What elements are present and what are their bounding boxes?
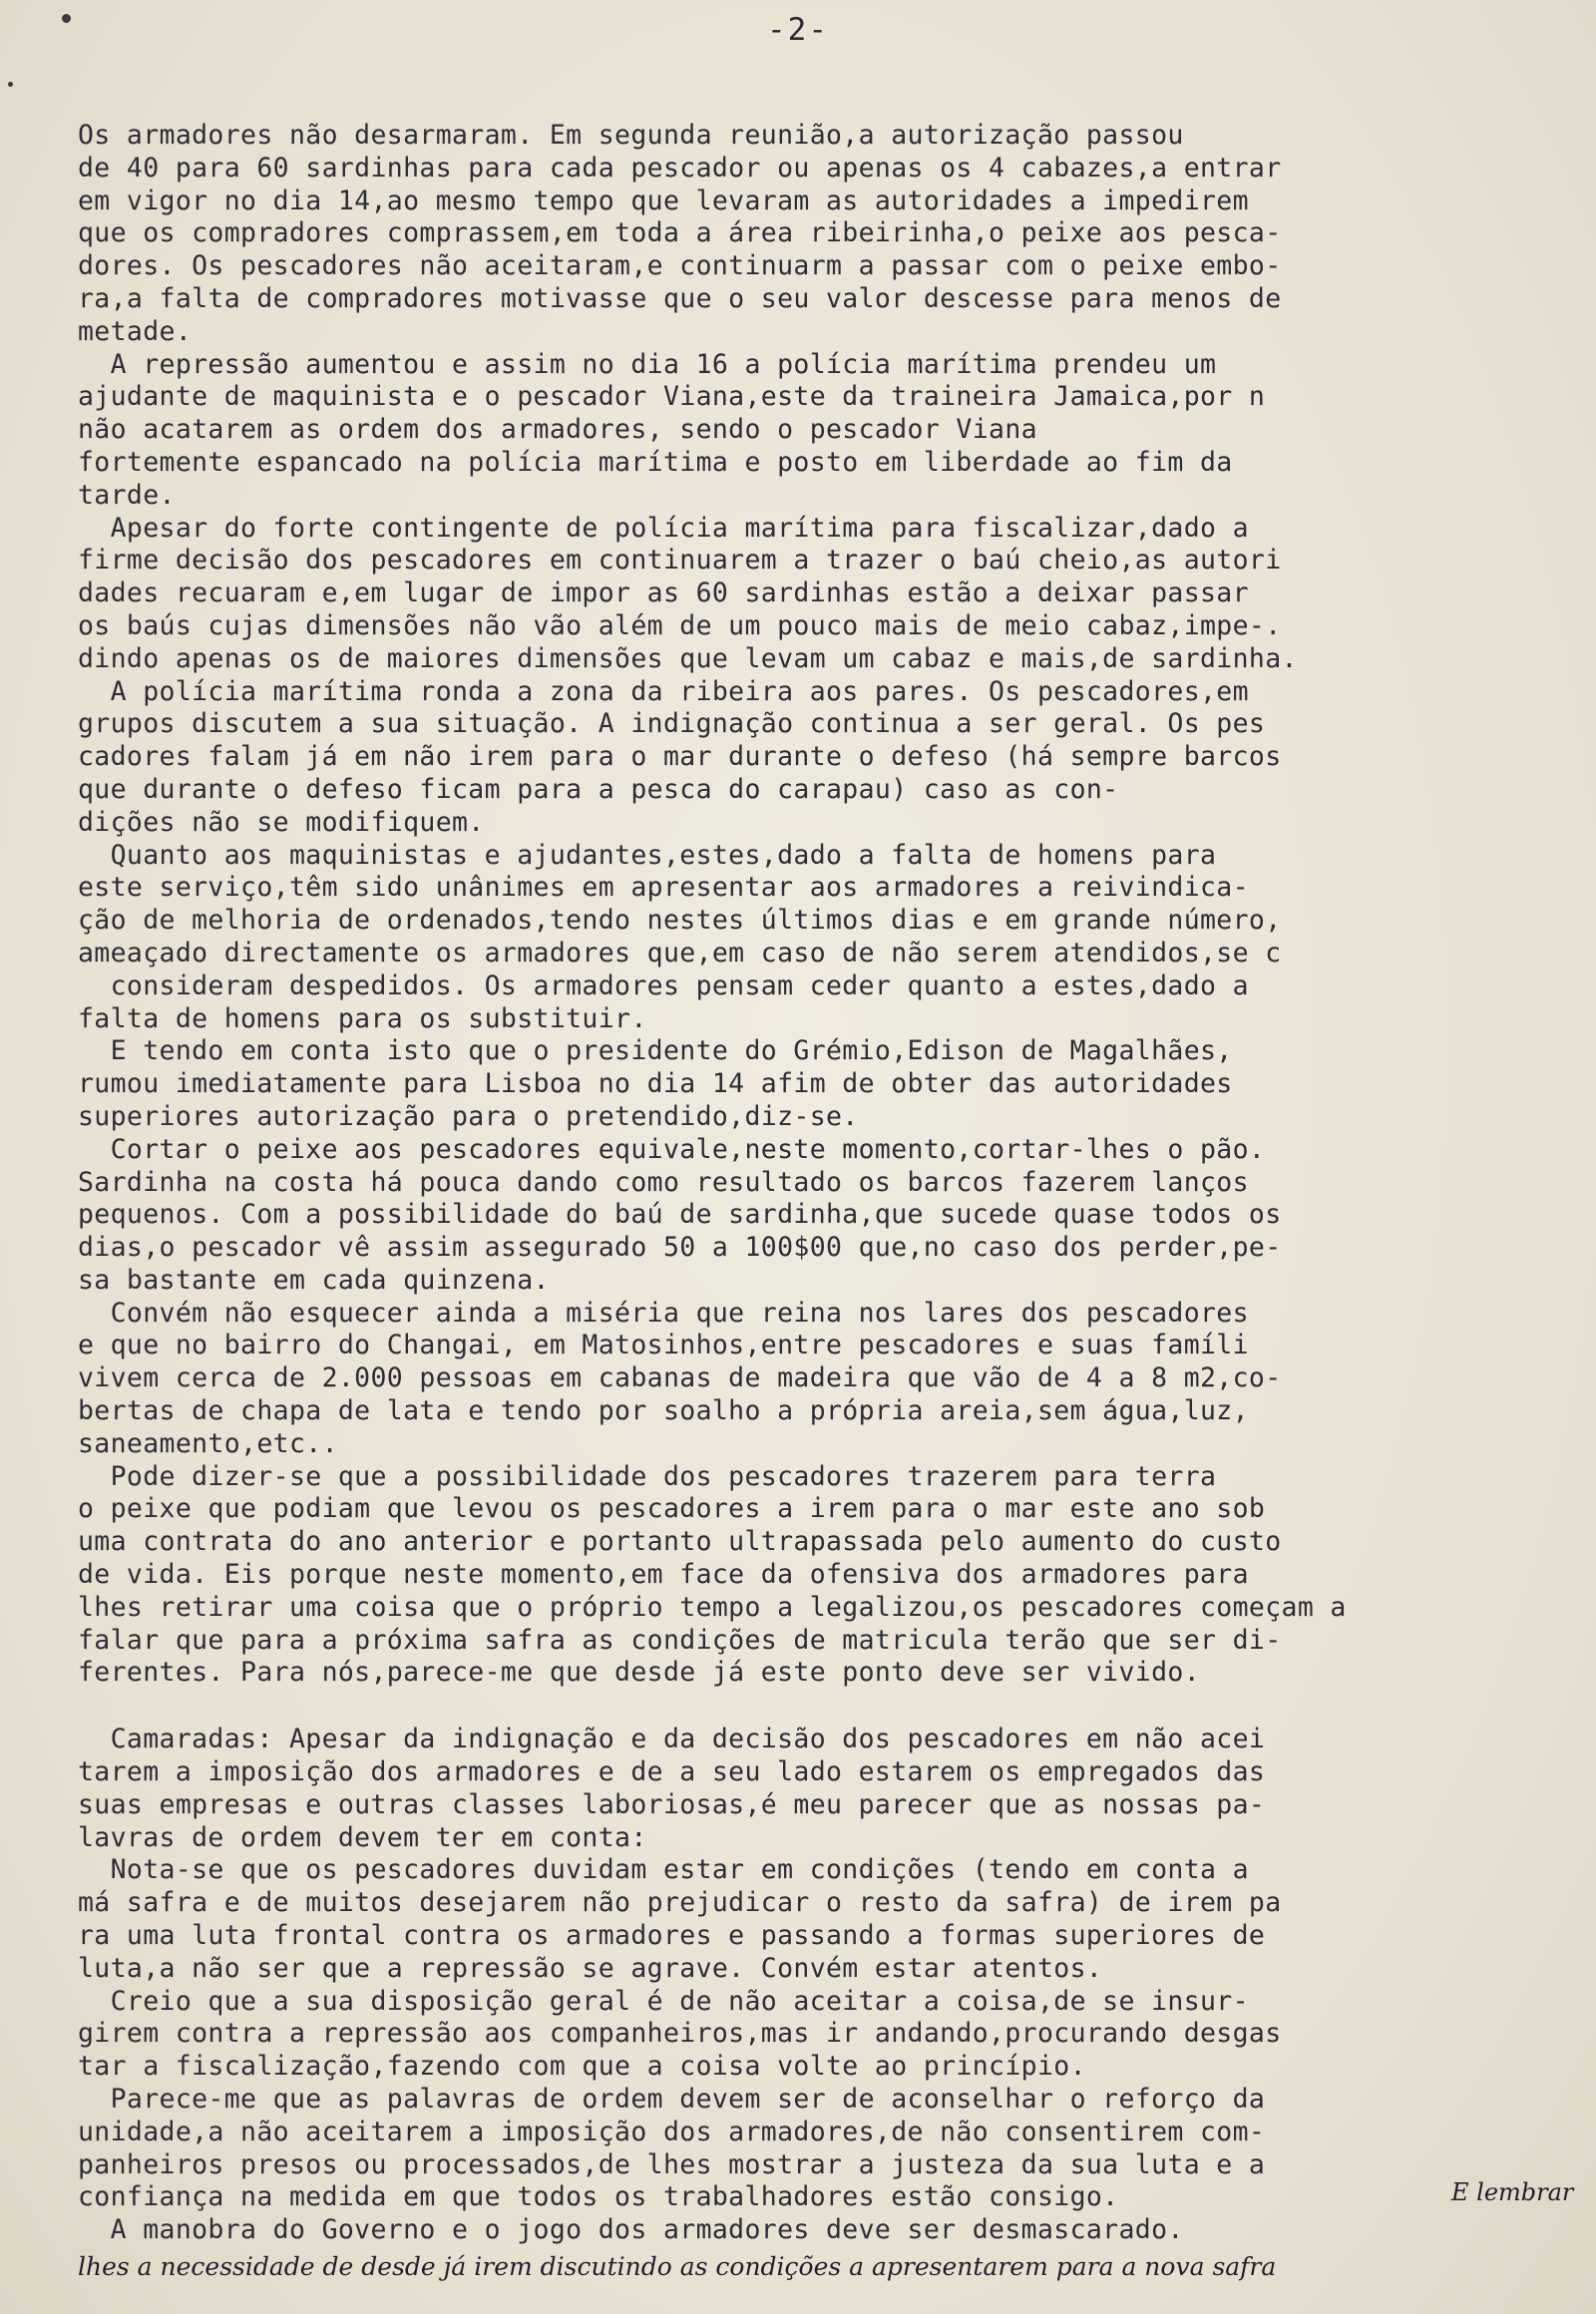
text-line: uma contrata do ano anterior e portanto ultrapassada pelo aumento do custo: [78, 1526, 1282, 1558]
text-line: metade.: [78, 315, 193, 347]
paragraph: [78, 2214, 1554, 2247]
text-line: sa bastante em cada quinzena.: [78, 1264, 550, 1296]
text-line: tarde.: [78, 479, 176, 511]
text-line: Camaradas: Apesar da indignação e da decisão dos pescadores em não acei: [78, 1724, 1266, 1755]
text-line: os baús cujas dimensões não vão além de um pouco mais de meio cabaz,impe-.: [78, 609, 1282, 641]
text-line: vivem cerca de 2.000 pessoas em cabanas de madeira que vão de 4 a 8 m2,co-: [78, 1362, 1282, 1394]
text-line: má safra e de muitos desejarem não prejudicar o resto da safra) de irem pa: [78, 1887, 1282, 1919]
paragraph: [78, 349, 1554, 513]
text-line: Convém não esquecer ainda a miséria que reina nos lares dos pescadores: [78, 1297, 1249, 1329]
paragraph-gap: [78, 1690, 1554, 1724]
text-line: fortemente espancado na polícia marítima e posto em liberdade ao fim da: [78, 446, 1233, 478]
paragraph: [78, 840, 1554, 1036]
text-line: ferentes. Para nós,parece-me que desde já este ponto deve ser vivido.: [78, 1657, 1200, 1689]
text-line: confiança na medida em que todos os trabalhadores estão consigo.: [78, 2181, 1119, 2213]
paragraph: [78, 1134, 1554, 1298]
document-body: [78, 120, 1554, 2247]
text-line: A repressão aumentou e assim no dia 16 a polícia marítima prendeu um: [78, 348, 1217, 380]
text-line: luta,a não ser que a repressão se agrave. Convém estar atentos.: [78, 1952, 1103, 1984]
text-line: E tendo em conta isto que o presidente do Grémio,Edison de Magalhães,: [78, 1035, 1233, 1067]
text-line: dias,o pescador vê assim assegurado 50 a 100$00 que,no caso dos perder,pe-: [78, 1232, 1282, 1264]
text-line: consideram despedidos. Os armadores pensam ceder quanto a estes,dado a: [78, 969, 1249, 1001]
paragraph: [78, 1461, 1554, 1691]
text-line: de vida. Eis porque neste momento,em face da ofensiva dos armadores para: [78, 1559, 1249, 1591]
text-line: em vigor no dia 14,ao mesmo tempo que levaram as autoridades a impedirem: [78, 185, 1249, 216]
text-line: superiores autorização para o pretendido,diz-se.: [78, 1100, 859, 1132]
text-line: Pode dizer-se que a possibilidade dos pescadores trazerem para terra: [78, 1460, 1217, 1492]
text-line: Os armadores não desarmaram. Em segunda reunião,a autorização passou: [78, 120, 1184, 151]
text-line: firme decisão dos pescadores em continuarem a trazer o baú cheio,as autori: [78, 545, 1282, 577]
text-line: tar a fiscalização,fazendo com que a coisa volte ao princípio.: [78, 2051, 1086, 2083]
text-line: que durante o defeso ficam para a pesca do carapau) caso as con-: [78, 773, 1119, 805]
text-line: suas empresas e outras classes laboriosas,é meu parecer que as nossas pa-: [78, 1788, 1266, 1820]
text-line: Parece-me que as palavras de ordem devem ser de aconselhar o reforço da: [78, 2084, 1266, 2116]
text-line: este serviço,têm sido unânimes em apresentar aos armadores a reivindica-: [78, 872, 1249, 904]
text-line: A polícia marítima ronda a zona da ribeira aos pares. Os pescadores,em: [78, 675, 1249, 707]
text-line: dades recuaram e,em lugar de impor as 60 sardinhas estão a deixar passar: [78, 578, 1249, 609]
paragraph: [78, 513, 1554, 676]
text-line: A manobra do Governo e o jogo dos armadores deve ser desmascarado.: [78, 2214, 1184, 2246]
text-line: ra uma luta frontal contra os armadores e passando a formas superiores de: [78, 1920, 1266, 1952]
ink-dot: [8, 82, 13, 87]
text-line: não acatarem as ordem dos armadores, sendo o pescador Viana: [78, 414, 1037, 446]
text-line: saneamento,etc..: [78, 1427, 338, 1459]
paragraph: [78, 1298, 1554, 1461]
text-line: falta de homens para os substituir.: [78, 1002, 647, 1034]
text-line: Apesar do forte contingente de polícia marítima para fiscalizar,dado a: [78, 512, 1249, 544]
text-line: bertas de chapa de lata e tendo por soalho a própria areia,sem água,luz,: [78, 1395, 1249, 1427]
text-line: ameaçado directamente os armadores que,em caso de não serem atendidos,se c: [78, 937, 1282, 968]
text-line: dores. Os pescadores não aceitaram,e continuarm a passar com o peixe embo-: [78, 250, 1282, 282]
text-line: lavras de ordem devem ter em conta:: [78, 1821, 647, 1853]
text-line: Quanto aos maquinistas e ajudantes,estes,dado a falta de homens para: [78, 839, 1217, 871]
text-line: Cortar o peixe aos pescadores equivale,neste momento,cortar-lhes o pão.: [78, 1133, 1266, 1165]
paragraph: [78, 1986, 1554, 2084]
text-line: pequenos. Com a possibilidade do baú de sardinha,que sucede quase todos os: [78, 1199, 1282, 1231]
paragraph: [78, 1724, 1554, 1854]
paragraph: [78, 676, 1554, 840]
text-line: unidade,a não aceitarem a imposição dos armadores,de não consentirem com-: [78, 2116, 1266, 2147]
text-line: o peixe que podiam que levou os pescadores a irem para o mar este ano sob: [78, 1493, 1266, 1525]
paragraph: [78, 1035, 1554, 1133]
handwritten-annotation: E lembrar: [1451, 2178, 1574, 2206]
text-line: Nota-se que os pescadores duvidam estar em condições (tendo em conta a: [78, 1854, 1249, 1886]
text-line: rumou imediatamente para Lisboa no dia 14 afim de obter das autoridades: [78, 1068, 1233, 1100]
handwritten-last-line: lhes a necessidade de desde já irem discutindo as condições a apresentarem para a nova safra: [78, 2252, 1277, 2281]
text-line: cadores falam já em não irem para o mar durante o defeso (há sempre barcos: [78, 741, 1282, 773]
text-line: e que no bairro do Changai, em Matosinhos,entre pescadores e suas famíli: [78, 1330, 1249, 1361]
text-line: Creio que a sua disposição geral é de não aceitar a coisa,de se insur-: [78, 1985, 1249, 2017]
text-line: de 40 para 60 sardinhas para cada pescador ou apenas os 4 cabazes,a entrar: [78, 152, 1282, 184]
text-line: ção de melhoria de ordenados,tendo nestes últimos dias e em grande número,: [78, 905, 1282, 937]
text-line: ajudante de maquinista e o pescador Viana,este da traineira Jamaica,por n: [78, 381, 1266, 413]
text-line: que os compradores comprassem,em toda a área ribeirinha,o peixe aos pesca-: [78, 217, 1282, 249]
text-line: dindo apenas os de maiores dimensões que levam um cabaz e mais,de sardinha.: [78, 642, 1298, 674]
text-line: panheiros presos ou processados,de lhes mostrar a justeza da sua luta e a: [78, 2148, 1266, 2180]
text-line: dições não se modifiquem.: [78, 806, 485, 838]
paragraph: [78, 120, 1554, 349]
text-line: girem contra a repressão aos companheiros,mas ir andando,procurando desgas: [78, 2018, 1282, 2050]
text-line: falar que para a próxima safra as condições de matricula terão que ser di-: [78, 1624, 1282, 1656]
text-line: ra,a falta de compradores motivasse que o seu valor descesse para menos de: [78, 282, 1282, 314]
page-number: -2-: [767, 12, 829, 48]
paragraph: [78, 2084, 1554, 2214]
text-line: grupos discutem a sua situação. A indignação continua a ser geral. Os pes: [78, 708, 1266, 740]
text-line: tarem a imposição dos armadores e de a seu lado estarem os empregados das: [78, 1756, 1266, 1788]
paragraph: [78, 1854, 1554, 1985]
text-line: Sardinha na costa há pouca dando como resultado os barcos fazerem lanços: [78, 1166, 1249, 1198]
text-line: lhes retirar uma coisa que o próprio tempo a legalizou,os pescadores começam a: [78, 1591, 1347, 1623]
